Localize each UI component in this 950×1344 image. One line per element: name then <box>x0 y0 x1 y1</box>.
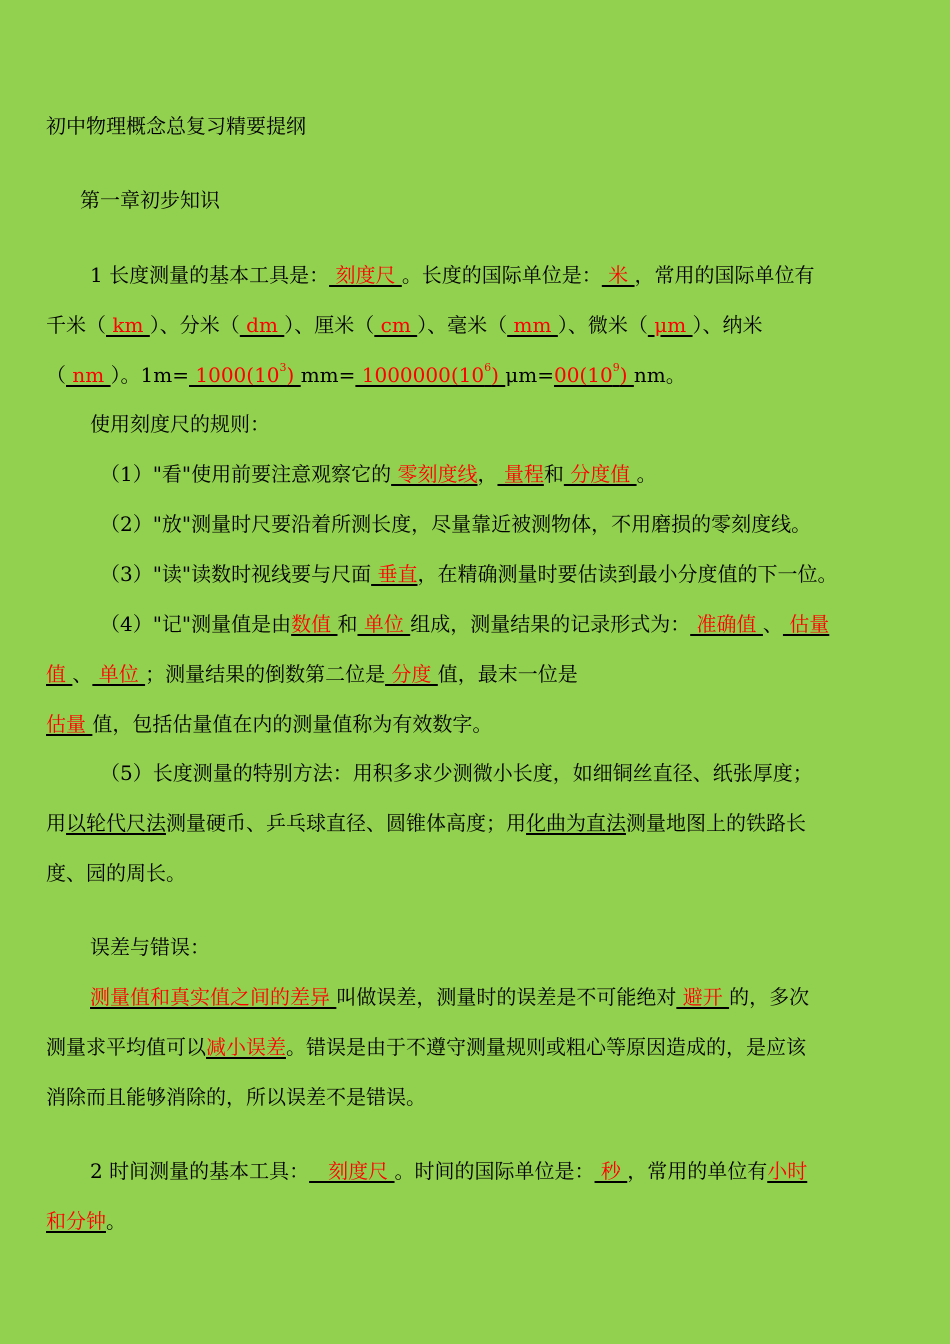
answer-blank: 零刻度线 <box>391 462 478 486</box>
text: （1）"看"使用前要注意观察它的 <box>100 462 392 486</box>
text: 1000(10 <box>189 363 280 387</box>
answer-blank: 估量 <box>46 712 93 736</box>
answer-blank <box>554 363 634 387</box>
answer-blank: dm <box>239 313 285 337</box>
rule-3 <box>100 561 837 587</box>
answer-blank: nm <box>66 363 111 387</box>
answer-blank: 测量值和真实值之间的差异 <box>90 985 337 1009</box>
text: ，常用的国际单位有 <box>634 263 815 287</box>
text: 00(10 <box>553 363 613 387</box>
text: ) <box>619 363 634 387</box>
text: 。时间的国际单位是： <box>394 1159 595 1183</box>
text: ）、微米（ <box>557 313 648 337</box>
text: （3）"读"读数时视线要与尺面 <box>100 562 372 586</box>
rule-5-line2 <box>46 810 806 836</box>
answer-blank <box>189 363 301 387</box>
answer-blank: 分度值 <box>563 462 637 486</box>
text: 2 时间测量的基本工具： <box>90 1159 310 1183</box>
answer-blank: 准确值 <box>690 612 763 636</box>
text: 测量地图上的铁路长 <box>626 811 806 835</box>
text: 1 长度测量的基本工具是： <box>90 263 330 287</box>
answer-blank: 和分钟 <box>46 1209 106 1233</box>
text: ，在精确测量时要估读到最小分度值的下一位。 <box>417 562 838 586</box>
text: ) <box>286 363 301 387</box>
text: 。 <box>106 1209 126 1233</box>
text: 的，多次 <box>729 985 810 1009</box>
text: 、 <box>72 662 93 686</box>
answer-blank: 分度 <box>385 662 438 686</box>
rule-5-line1: （5）长度测量的特别方法：用积多求少测微小长度，如细铜丝直径、纸张厚度； <box>100 761 813 785</box>
answer-blank: cm <box>374 313 418 337</box>
answer-blank: 估量 <box>782 612 830 636</box>
text: ，常用的单位有 <box>627 1159 768 1183</box>
text: 测量求平均值可以 <box>46 1035 206 1059</box>
s2-line1 <box>90 1158 807 1184</box>
answer-blank <box>355 363 505 387</box>
text: ， <box>477 462 498 486</box>
error-heading: 误差与错误： <box>90 935 210 959</box>
text: 值，最末一位是 <box>437 662 578 686</box>
text: 值，包括估量值在内的测量值称为有效数字。 <box>92 712 493 736</box>
text: 1000000(10 <box>355 363 485 387</box>
answer-blank: mm <box>507 313 558 337</box>
text: ）、厘米（ <box>284 313 375 337</box>
chapter-heading: 第一章初步知识 <box>80 188 220 212</box>
text: 用 <box>46 811 66 835</box>
text: 和 <box>337 612 358 636</box>
answer-blank: μm <box>647 313 693 337</box>
error-line2 <box>46 1034 806 1060</box>
text: （4）"记"测量值是由 <box>100 612 292 636</box>
text: ）、纳米 <box>692 313 763 337</box>
text: μm= <box>505 363 554 387</box>
answer-blank: 垂直 <box>371 562 418 586</box>
rule-4-line3 <box>46 711 492 737</box>
exponent: 6 <box>484 361 492 375</box>
answer-blank: 小时 <box>767 1159 808 1183</box>
answer-blank: 减小误差 <box>206 1035 286 1059</box>
text: ) <box>491 363 506 387</box>
text: 组成，测量结果的记录形式为： <box>410 612 691 636</box>
doc-title: 初中物理概念总复习精要提纲 <box>46 114 306 138</box>
answer-blank: 单位 <box>357 612 411 636</box>
s1-line2 <box>46 312 763 338</box>
text: ；测量结果的倒数第二位是 <box>145 662 386 686</box>
rule-2: （2）"放"测量时尺要沿着所测长度，尽量靠近被测物体，不用磨损的零刻度线。 <box>100 512 812 536</box>
answer-blank: 避开 <box>676 985 730 1009</box>
text: 。错误是由于不遵守测量规则或粗心等原因造成的，是应该 <box>286 1035 806 1059</box>
text: nm。 <box>633 363 686 387</box>
exponent: 9 <box>612 361 620 375</box>
text: ）、分米（ <box>149 313 240 337</box>
rule-4-line2 <box>46 661 578 687</box>
rules-heading: 使用刻度尺的规则： <box>90 412 270 436</box>
text: 测量硬币、乒乓球直径、圆锥体高度；用 <box>166 811 526 835</box>
answer-blank: 量程 <box>497 462 544 486</box>
text: 和 <box>543 462 564 486</box>
s1-line1 <box>90 262 815 288</box>
text: ）、毫米（ <box>417 313 508 337</box>
answer-blank: 单位 <box>92 662 146 686</box>
error-line3: 消除而且能够消除的，所以误差不是错误。 <box>46 1085 426 1109</box>
answer-blank: km <box>106 313 150 337</box>
underlined-term: 化曲为直法 <box>526 811 626 835</box>
answer-blank: 秒 <box>594 1159 628 1183</box>
underlined-term: 以轮代尺法 <box>66 811 166 835</box>
error-line1 <box>90 984 809 1010</box>
text: 叫做误差，测量时的误差是不可能绝对 <box>336 985 677 1009</box>
exponent: 3 <box>279 361 287 375</box>
s1-line3 <box>46 362 686 388</box>
rule-5-line3: 度、园的周长。 <box>46 861 186 885</box>
answer-blank: 值 <box>46 662 73 686</box>
answer-blank: 刻度尺 <box>309 1159 395 1183</box>
text: 。 <box>636 462 657 486</box>
answer-blank: 刻度尺 <box>329 263 402 287</box>
rule-1 <box>100 461 657 487</box>
s2-line2 <box>46 1208 126 1234</box>
text: mm= <box>300 363 356 387</box>
answer-blank: 米 <box>601 263 635 287</box>
text: ）。1m= <box>110 363 190 387</box>
rule-4-line1 <box>100 611 829 637</box>
text: （ <box>46 363 66 387</box>
answer-blank: 数值 <box>291 612 338 636</box>
text: 。长度的国际单位是： <box>401 263 602 287</box>
text: 千米（ <box>46 313 106 337</box>
text: 、 <box>762 612 783 636</box>
